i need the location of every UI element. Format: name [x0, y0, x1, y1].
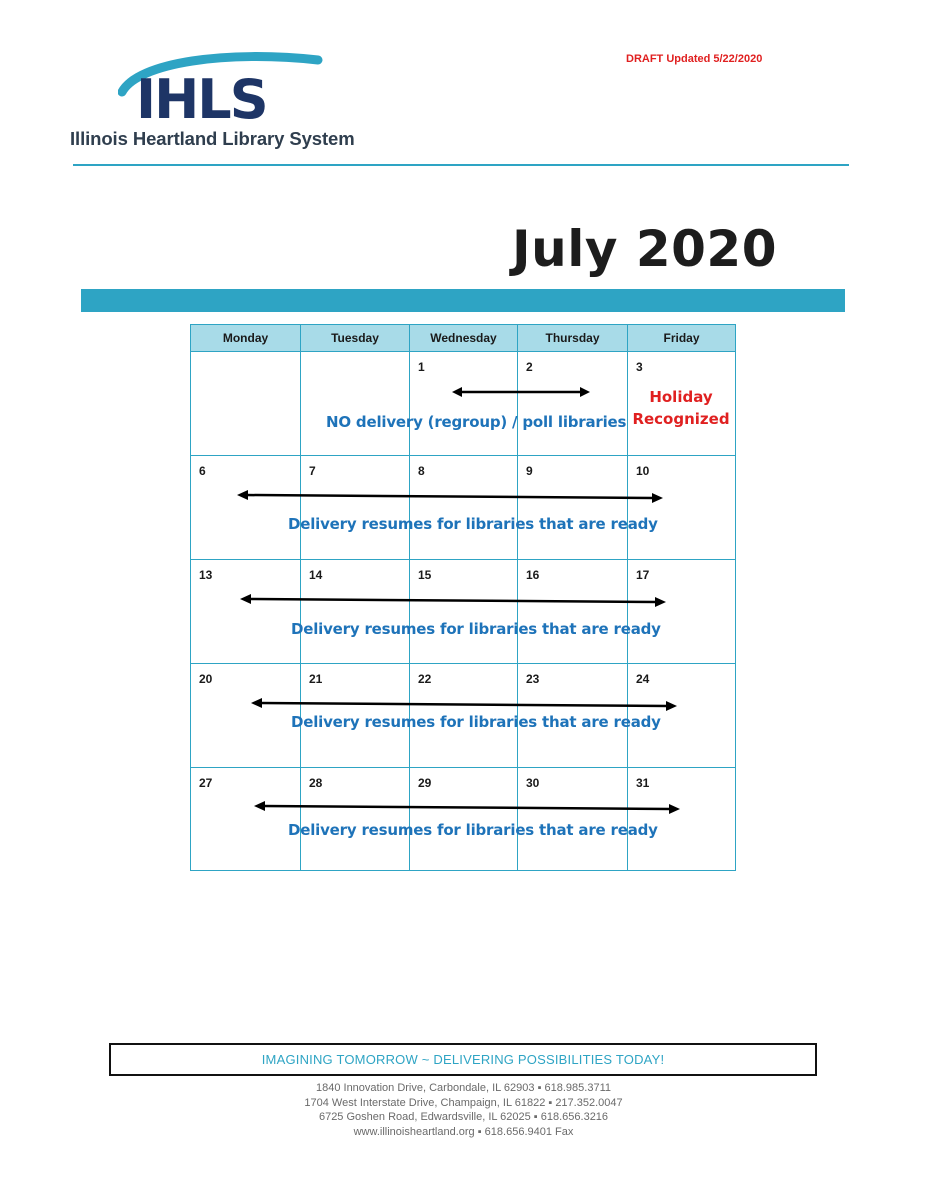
double-arrow-icon	[251, 698, 677, 712]
day-cell	[190, 663, 301, 768]
address-block	[0, 1081, 927, 1139]
day-cell	[190, 767, 301, 871]
header-divider	[73, 164, 849, 166]
organization-name: Illinois Heartland Library System	[70, 128, 355, 149]
day-number: 23	[526, 672, 540, 686]
day-number: 2	[526, 360, 533, 374]
weekday-header-tuesday: Tuesday	[300, 324, 410, 352]
month-title: July 2020	[512, 220, 777, 278]
draft-note: DRAFT Updated 5/22/2020	[626, 53, 763, 65]
ihls-logo-mark	[118, 48, 378, 124]
day-number: 31	[636, 776, 650, 790]
day-number: 15	[418, 568, 432, 582]
day-number: 14	[309, 568, 323, 582]
day-number: 20	[199, 672, 213, 686]
day-cell	[300, 455, 410, 560]
day-cell	[300, 351, 410, 456]
double-arrow-icon	[452, 386, 590, 398]
day-cell	[627, 767, 736, 871]
day-number: 9	[526, 464, 533, 478]
tagline-box: IMAGINING TOMORROW ~ DELIVERING POSSIBILITIES TODAY!	[109, 1043, 817, 1076]
address-line: 6725 Goshen Road, Edwardsville, IL 62025 ▪ 618.656.3216	[318, 1111, 609, 1123]
weekday-header-thursday: Thursday	[517, 324, 628, 352]
day-number: 3	[636, 360, 643, 374]
week-note: Delivery resumes for libraries that are ready	[288, 821, 658, 839]
day-number: 21	[309, 672, 323, 686]
day-number: 24	[636, 672, 650, 686]
logo-letters: IHLS	[136, 68, 267, 124]
holiday-line-1: Holiday	[649, 388, 713, 406]
day-number: 10	[636, 464, 650, 478]
double-arrow-icon	[254, 801, 680, 815]
address-line: 1704 West Interstate Drive, Champaign, IL 61822 ▪ 217.352.0047	[304, 1096, 623, 1109]
day-number: 1	[418, 360, 425, 374]
day-cell	[627, 455, 736, 560]
weekday-header-wednesday: Wednesday	[409, 324, 518, 352]
weekday-header-friday: Friday	[627, 324, 736, 352]
double-arrow-icon	[240, 594, 666, 608]
day-number: 29	[418, 776, 432, 790]
week-note: NO delivery (regroup) / poll libraries	[326, 413, 627, 431]
day-cell	[517, 351, 628, 456]
day-cell	[409, 455, 518, 560]
holiday-label	[626, 386, 736, 430]
day-number: 28	[309, 776, 323, 790]
address-line: www.illinoisheartland.org ▪ 618.656.9401 Fax	[353, 1125, 574, 1138]
day-cell	[409, 559, 518, 664]
day-number: 13	[199, 568, 213, 582]
day-number: 17	[636, 568, 650, 582]
double-arrow-icon	[237, 490, 663, 504]
day-number: 27	[199, 776, 213, 790]
ihls-logo	[70, 48, 390, 153]
day-cell	[190, 559, 301, 664]
calendar-grid	[190, 324, 736, 871]
week-note: Delivery resumes for libraries that are ready	[291, 620, 661, 638]
day-number: 6	[199, 464, 206, 478]
day-cell	[190, 351, 301, 456]
address-line: 1840 Innovation Drive, Carbondale, IL 62903 ▪ 618.985.3711	[315, 1082, 611, 1094]
day-cell	[409, 767, 518, 871]
day-number: 22	[418, 672, 432, 686]
day-cell	[190, 455, 301, 560]
day-number: 7	[309, 464, 316, 478]
day-cell	[409, 351, 518, 456]
day-cell	[517, 455, 628, 560]
day-cell	[517, 767, 628, 871]
weekday-header-monday: Monday	[190, 324, 301, 352]
week-note: Delivery resumes for libraries that are ready	[291, 713, 661, 731]
day-cell	[627, 559, 736, 664]
week-note: Delivery resumes for libraries that are ready	[288, 515, 658, 533]
day-cell	[517, 559, 628, 664]
day-cell	[300, 767, 410, 871]
holiday-line-2: Recognized	[632, 410, 730, 428]
day-cell	[300, 559, 410, 664]
day-number: 30	[526, 776, 540, 790]
title-bar	[81, 289, 845, 312]
day-number: 16	[526, 568, 540, 582]
day-number: 8	[418, 464, 425, 478]
